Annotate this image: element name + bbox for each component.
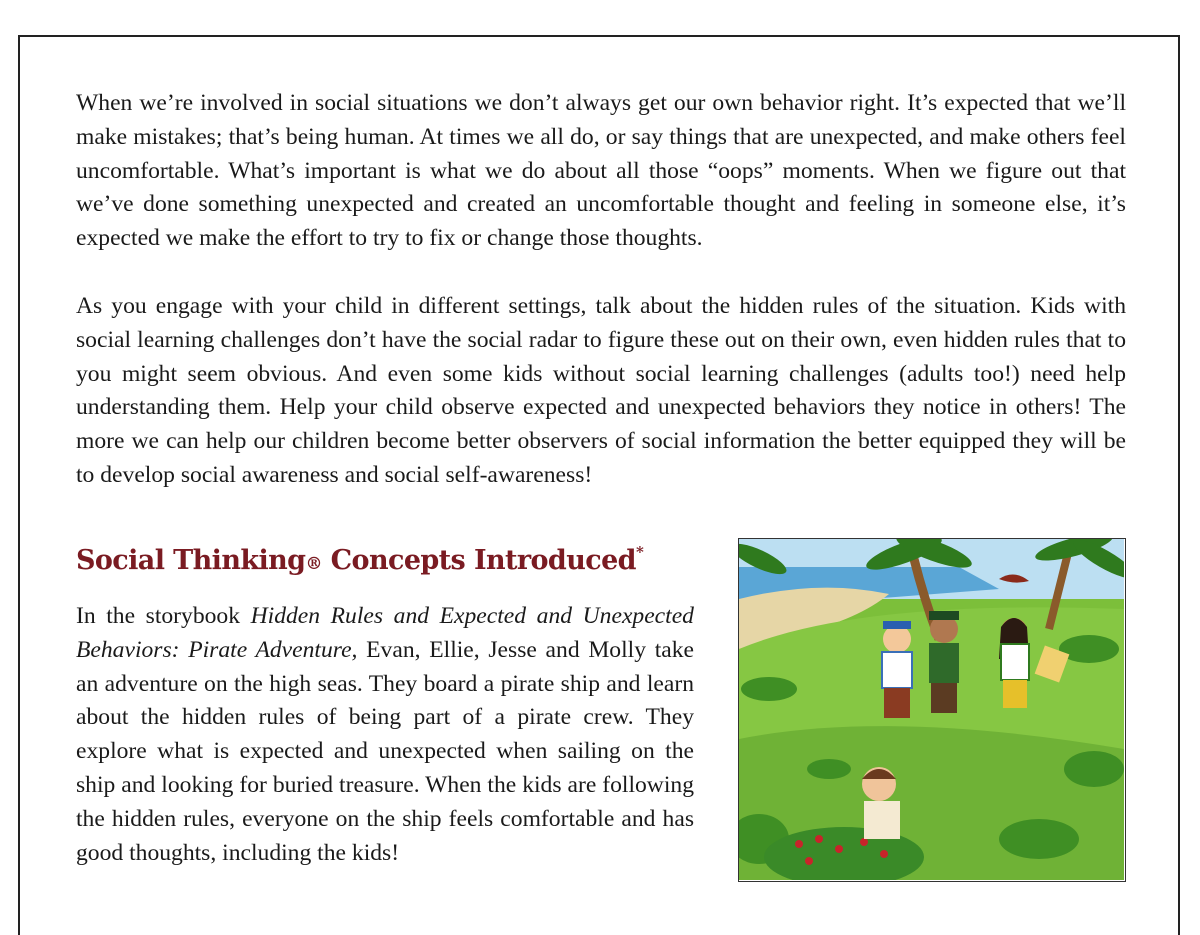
heading-text-1: Social Thinking (76, 545, 306, 576)
storybook-paragraph (76, 600, 694, 870)
heading-text-2: Concepts Introduced (321, 545, 636, 576)
story-intro: In the storybook (76, 603, 251, 629)
registered-mark: ® (305, 554, 322, 574)
story-title: Hidden Rules and Expected and Unexpected Behaviors: Pirate Adventure, (76, 603, 694, 663)
hidden-rules-paragraph: As you engage with your child in different settings, talk about the hidden rules of the situation. Kids with social learning challenges don’t have the social radar to figure these out on their own, even hidden rules that to you might seem obvious. And even some kids without social learning challenges (adults too!) need help understanding them. Help your child observe expected and unexpected behaviors they notice in others! The more we can help our children become better observers of social information the better equipped they will be to develop social awareness and social self-awareness! (76, 293, 1126, 488)
heading-asterisk: * (635, 543, 644, 561)
illustration-svg (739, 539, 1124, 880)
kid-1 (882, 621, 912, 718)
pirate-illustration (738, 538, 1126, 882)
section-heading (76, 545, 643, 576)
kid-4 (862, 767, 900, 839)
kid-2 (929, 611, 959, 713)
intro-paragraph: When we’re involved in social situations we don’t always get our own behavior right. It’s expected that we’ll make mistakes; that’s being human. At times we all do, or say things that are unexpected, and make others feel uncomfortable. What’s important is what we do about all those “oops” moments. When we figure out that we’ve done something unexpected and created an uncomfortable thought and feeling in someone else, it’s expected we make the effort to try to fix or change those thoughts. (76, 90, 1126, 252)
story-body: Evan, Ellie, Jesse and Molly take an adventure on the high seas. They board a pirate ship and learn about the hidden rules of being part of a pirate crew. They explore what is expected and unexpected when sailing on the ship and looking for buried treasure. When the kids are following the hidden rules, everyone on the ship feels comfortable and has good thoughts, including the kids! (76, 636, 694, 866)
